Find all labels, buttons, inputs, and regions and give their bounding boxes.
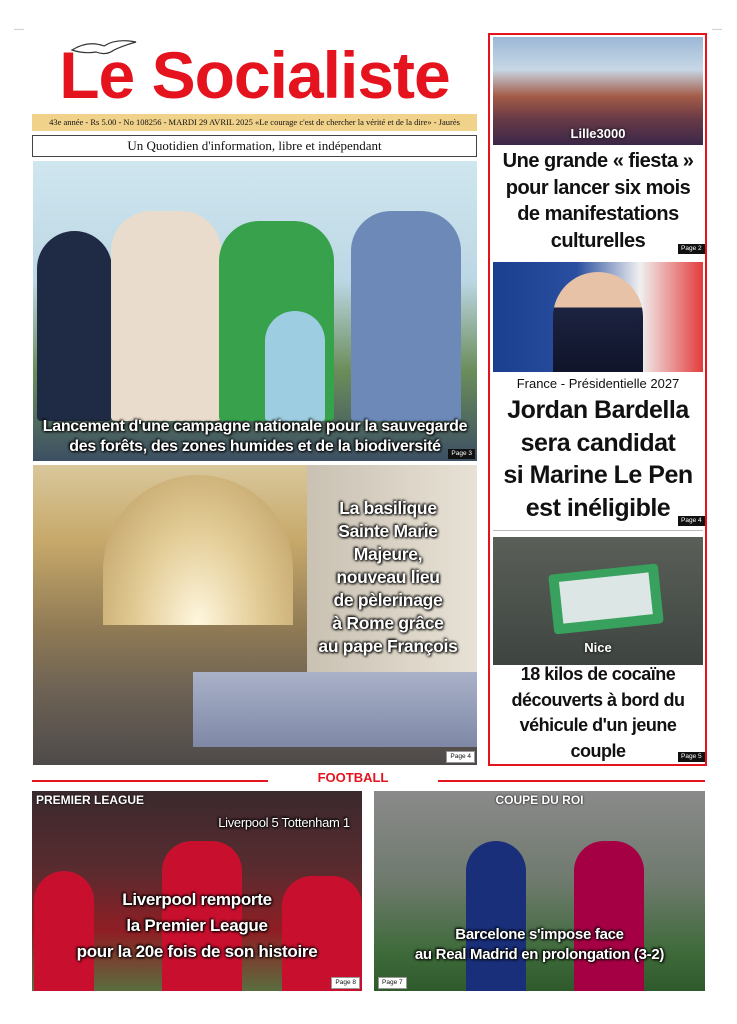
lille-page-badge: Page 2 (678, 244, 705, 254)
tagline: Un Quotidien d'information, libre et indépendant (32, 135, 477, 157)
basilica-line: Sainte Marie (338, 521, 438, 541)
bardella-line: est inéligible (525, 493, 671, 522)
cocaine-label: Nice (584, 640, 612, 655)
lille-line: Une grande « fiesta » (502, 150, 694, 172)
football-section-title[interactable]: FOOTBALL (317, 770, 389, 785)
cocaine-page-badge: Page 5 (678, 752, 705, 762)
newspaper-title[interactable]: Le Socialiste (59, 38, 450, 112)
crop-mark: — (14, 24, 24, 35)
bardella-page-badge: Page 4 (678, 516, 705, 526)
lille-headline[interactable] (493, 148, 703, 254)
section-rule-right (438, 780, 705, 782)
lead-page-badge: Page 3 (448, 449, 475, 459)
barca-line: au Real Madrid en prolongation (3-2) (414, 946, 665, 963)
cocaine-line: couple (570, 740, 626, 761)
masthead (32, 36, 477, 116)
basilica-barrier (193, 672, 477, 747)
liverpool-competition: PREMIER LEAGUE (36, 793, 145, 807)
basilica-line: nouveau lieu (336, 567, 440, 587)
basilica-photo[interactable] (33, 465, 477, 765)
lille-line: pour lancer six mois (505, 176, 691, 199)
basilica-page-badge: Page 4 (446, 751, 475, 763)
liverpool-line: pour la 20e fois de son histoire (76, 942, 318, 961)
liverpool-photo[interactable] (32, 791, 362, 991)
basilica-line: La basilique (339, 498, 437, 518)
basilica-line: à Rome grâce (332, 613, 444, 633)
barca-page-badge: Page 7 (378, 977, 407, 989)
basilica-line: de pèlerinage (333, 590, 443, 610)
liverpool-score: Liverpool 5 Tottenham 1 (218, 815, 350, 830)
liverpool-headline[interactable] (32, 887, 362, 965)
lead-headline-line2[interactable]: des forêts, des zones humides et de la biodiversité (69, 438, 441, 455)
cocaine-line: 18 kilos de cocaïne (520, 664, 676, 684)
bardella-headline[interactable] (493, 394, 703, 524)
cocaine-headline[interactable] (493, 662, 703, 764)
bardella-figure (553, 272, 643, 372)
section-rule-left (32, 780, 268, 782)
cocaine-brick (548, 563, 664, 634)
bardella-line: si Marine Le Pen (503, 461, 693, 489)
bardella-photo[interactable] (493, 262, 703, 372)
barca-competition: COUPE DU ROI (495, 793, 584, 807)
issue-info-bar: 43e année - Rs 5.00 - No 108256 - MARDI 29 AVRIL 2025 «Le courage c'est de chercher la vérité et de la dire» - Jaurès (32, 114, 477, 131)
liverpool-line: Liverpool remporte (122, 890, 272, 909)
divider (493, 530, 703, 531)
basilica-line: au pape François (318, 636, 458, 656)
barca-line: Barcelone s'impose face (455, 926, 624, 943)
liverpool-line: la Premier League (126, 916, 268, 935)
player-figure (466, 841, 526, 991)
crop-mark: — (712, 24, 722, 35)
barca-headline[interactable] (374, 925, 705, 965)
cocaine-line: véhicule d'un jeune (519, 715, 677, 735)
basilica-headline[interactable] (313, 497, 463, 658)
barca-photo[interactable] (374, 791, 705, 991)
bardella-kicker: France - Présidentielle 2027 (516, 376, 680, 391)
lille-line: de manifestations (517, 203, 679, 225)
player-figure (574, 841, 644, 991)
lead-photo[interactable] (33, 161, 477, 461)
lille-line: culturelles (550, 229, 646, 252)
lille-label: Lille3000 (570, 126, 626, 141)
basilica-arch (103, 475, 293, 625)
bardella-line: sera candidat (520, 428, 676, 457)
cocaine-line: découverts à bord du (511, 689, 685, 710)
liverpool-page-badge: Page 8 (331, 977, 360, 989)
basilica-line: Majeure, (353, 544, 423, 564)
lead-headline-line1[interactable]: Lancement d'une campagne nationale pour la sauvegarde (42, 418, 468, 435)
bardella-line: Jordan Bardella (507, 396, 689, 424)
